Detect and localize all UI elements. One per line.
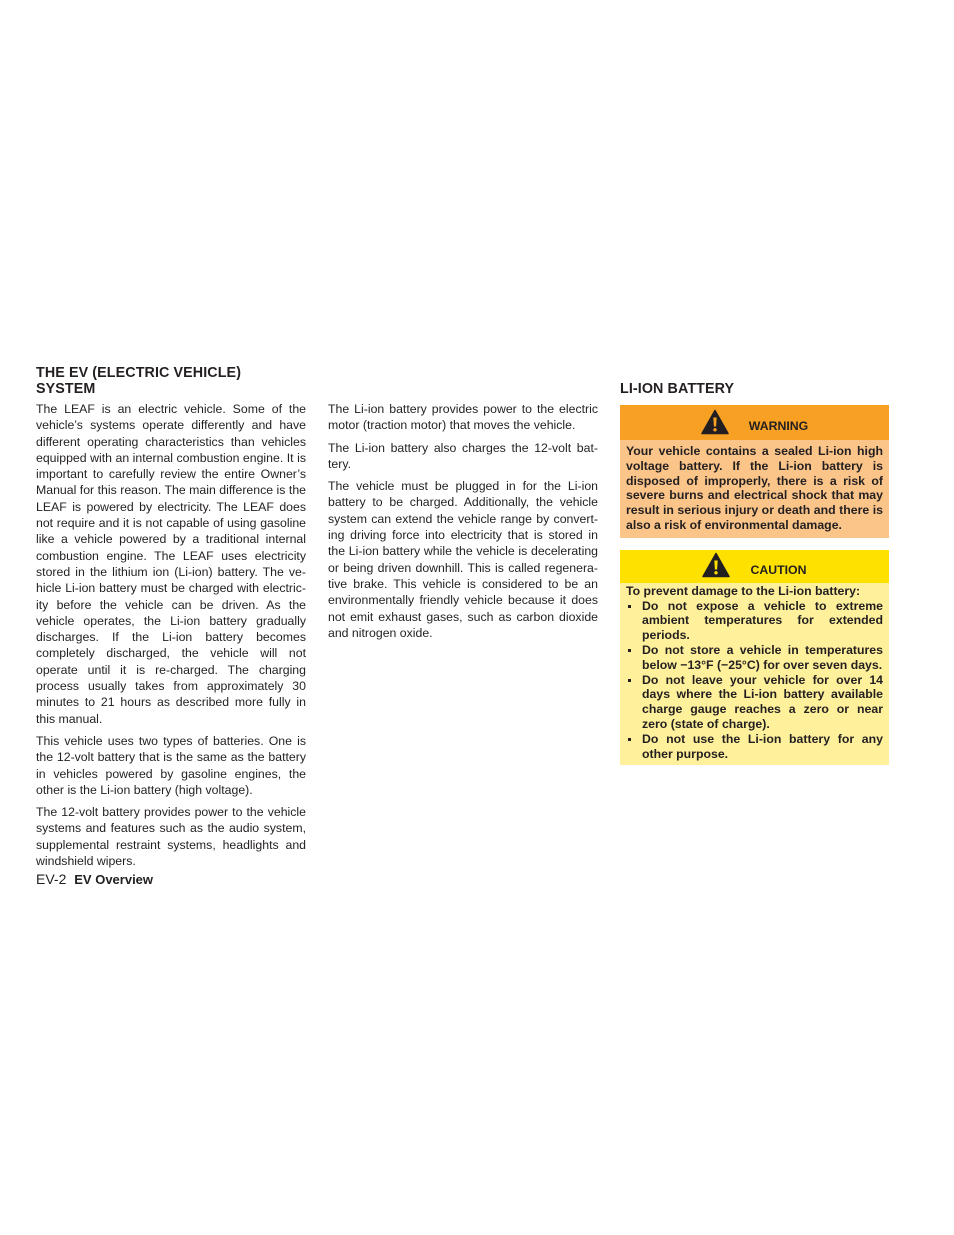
page-number: EV-2 xyxy=(36,871,67,887)
section-title-line-1: THE EV (ELECTRIC VEHICLE) xyxy=(36,365,242,381)
column-left xyxy=(36,365,306,875)
paragraph: The Li-ion battery also charges the 12-volt battery. xyxy=(328,440,598,471)
page-footer xyxy=(36,871,153,888)
caution-list-item: Do not expose a vehicle to extreme ambient temperatures for extended periods. xyxy=(626,599,883,643)
caution-label: CAUTION xyxy=(750,563,807,578)
caution-box xyxy=(620,550,889,766)
paragraph: The 12-volt battery provides power to the vehicle systems and features such as the audio system, supplemental restraint systems, headlights and windshield wipers. xyxy=(36,805,306,869)
caution-header xyxy=(620,550,889,583)
paragraph: This vehicle uses two types of batteries. One is the 12-volt battery that is the same as the battery in vehicles powered by gasoline engines, the other is the Li-ion battery (high voltage). xyxy=(36,733,306,797)
warning-label: WARNING xyxy=(748,419,809,434)
caution-list-item: Do not leave your vehicle for over 14 days where the Li-ion battery available charge gauge reaches a zero or near zero (state of charge). xyxy=(626,673,883,732)
caution-list-item: Do not store a vehicle in temperatures below −13°F (−25°C) for over seven days. xyxy=(626,643,883,673)
section-title-li-ion-battery: LI-ION BATTERY xyxy=(620,381,735,397)
column-right xyxy=(620,381,889,765)
caution-body xyxy=(620,583,889,766)
paragraph: The LEAF is an electric vehicle. Some of the vehicle’s systems operate differently and have different operating characteristics than vehicles equipped with an internal combustion engine. It is important to carefully review the entire Owner’s Manual for this reason. The main difference is the LEAF is powered by electricity. The LEAF does not require and it is not capable of using gasoline like a vehicle powered by a traditional internal combustion engine. The LEAF uses electricity stored in the lithium ion (Li-ion) battery. The vehicle Li-ion battery must be charged with electricity before the vehicle can be driven. As the vehicle operates, the Li-ion battery gradually discharges. If the Li-ion battery becomes completely discharged, the vehicle will not operate until it is re-charged. The charging process usually takes from approximately 30 minutes to 21 hours as described more fully in this manual. xyxy=(36,402,306,726)
warning-triangle-icon xyxy=(701,409,729,435)
section-title-line-2: SYSTEM xyxy=(36,381,96,397)
section-title-ev-system xyxy=(36,365,306,397)
caution-list-item: Do not use the Li-ion battery for any other purpose. xyxy=(626,732,883,762)
column-middle xyxy=(328,401,598,647)
warning-box xyxy=(620,405,889,538)
warning-header xyxy=(620,405,889,440)
paragraph: The vehicle must be plugged in for the Li-ion battery to be charged. Additionally, the vehicle system can extend the vehicle range by converting driving force into electricity that is stored in the Li-ion battery while the vehicle is decelerating or being driven downhill. This is called regenerative brake. This vehicle is considered to be an environmentally friendly vehicle because it does not emit exhaust gases, such as carbon dioxide and nitrogen oxide. xyxy=(328,479,598,640)
caution-list xyxy=(626,599,883,762)
caution-intro: To prevent damage to the Li-ion battery: xyxy=(626,583,861,598)
warning-triangle-icon xyxy=(702,552,730,578)
paragraph: The Li-ion battery provides power to the electric motor (traction motor) that moves the vehicle. xyxy=(328,402,598,433)
footer-section-name: EV Overview xyxy=(74,872,154,887)
warning-text: Your vehicle contains a sealed Li-ion high voltage battery. If the Li-ion battery is disposed of improperly, there is a risk of severe burns and electrical shock that may result in serious injury or death and there is also a risk of environmental damage. xyxy=(620,440,889,538)
